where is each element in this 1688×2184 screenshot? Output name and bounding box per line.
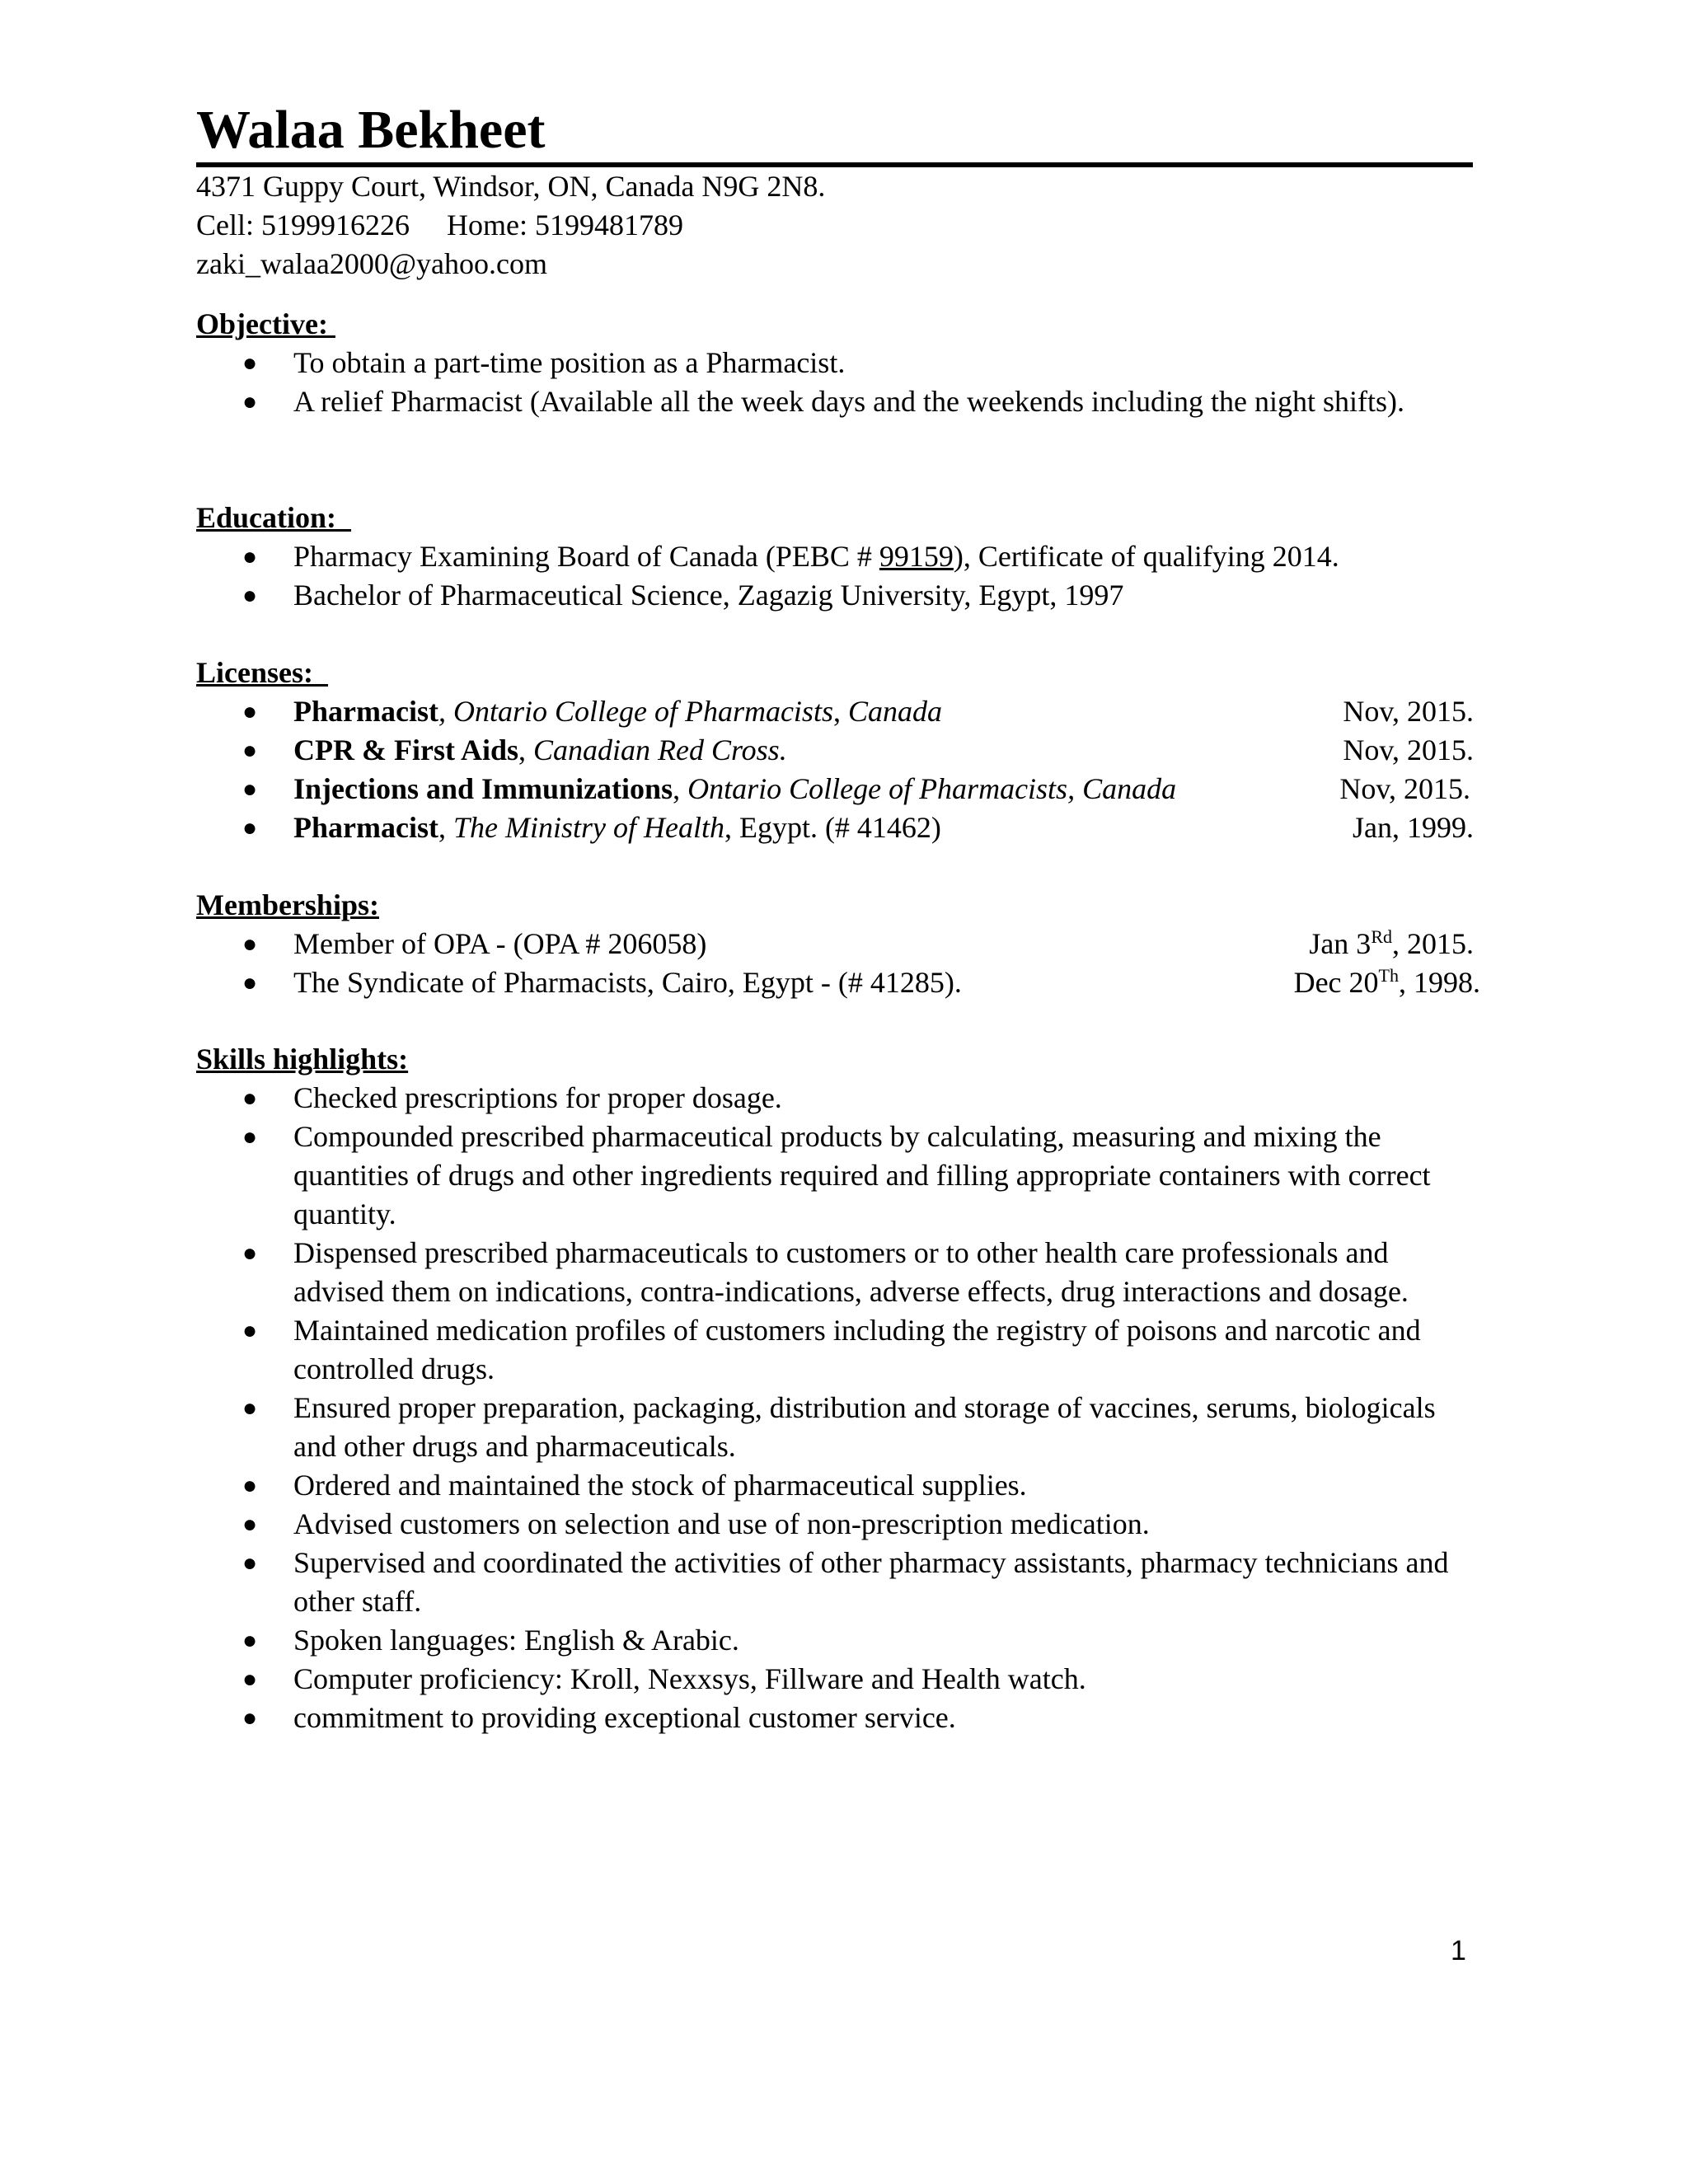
bullet-icon: ● — [242, 969, 258, 996]
licenses-heading: Licenses: — [196, 656, 328, 689]
list-item: ● Checked prescriptions for proper dosage. — [196, 1079, 1457, 1118]
memberships-list — [196, 925, 1482, 1002]
bullet-icon: ● — [242, 698, 258, 725]
list-item: ● Pharmacy Examining Board of Canada (PEBC # 99159), Certificate of qualifying 2014. — [196, 537, 1482, 576]
list-item: ● To obtain a part-time position as a Pharmacist. — [196, 344, 1482, 382]
address: 4371 Guppy Court, Windsor, ON, Canada N9G 2N8. — [196, 170, 826, 203]
phone-numbers: Cell: 5199916226 Home: 5199481789 — [196, 209, 683, 241]
bullet-icon: ● — [242, 1549, 258, 1577]
pebc-number: 99159 — [879, 540, 954, 573]
membership-date: Dec 20Th, 1998. — [1293, 965, 1480, 999]
license-date: Nov, 2015. — [1339, 772, 1470, 805]
license-date: Nov, 2015. — [1343, 695, 1474, 728]
licenses-section — [196, 654, 1482, 847]
skills-section — [196, 1040, 1457, 1737]
bullet-icon: ● — [242, 1627, 258, 1654]
bullet-icon: ● — [242, 1240, 258, 1267]
bullet-icon: ● — [242, 1472, 258, 1499]
bullet-icon: ● — [242, 349, 258, 377]
education-heading: Education: — [196, 501, 352, 534]
bullet-icon: ● — [242, 776, 258, 803]
membership-row: ● Member of OPA - (OPA # 206058) Jan 3Rd, 2015. — [196, 925, 1482, 963]
list-item: ● Maintained medication profiles of customers including the registry of poisons and narcotic and controlled drugs. — [196, 1311, 1457, 1389]
email: zaki_walaa2000@yahoo.com — [196, 247, 548, 280]
license-row: ● Injections and Immunizations, Ontario College of Pharmacists, Canada Nov, 2015. — [196, 770, 1482, 808]
bullet-icon: ● — [242, 388, 258, 415]
list-item: ● Dispensed prescribed pharmaceuticals to customers or to other health care professionals and advised them on indications, contra-indications, adverse effects, drug interactions and dosage. — [196, 1234, 1457, 1311]
bullet-icon: ● — [242, 1317, 258, 1344]
list-item: ● A relief Pharmacist (Available all the week days and the weekends including the night shifts). — [196, 382, 1522, 421]
bullet-icon: ● — [242, 1085, 258, 1112]
page-number: 1 — [1451, 1935, 1466, 1966]
education-list — [196, 537, 1482, 615]
bullet-icon: ● — [242, 737, 258, 764]
list-item: ● commitment to providing exceptional customer service. — [196, 1699, 1457, 1737]
contact-block — [196, 167, 825, 284]
bullet-icon: ● — [242, 1511, 258, 1538]
membership-date: Jan 3Rd, 2015. — [1309, 926, 1474, 960]
license-row: ● Pharmacist, The Ministry of Health, Egypt. (# 41462) Jan, 1999. — [196, 808, 1482, 847]
license-row: ● Pharmacist, Ontario College of Pharmacists, Canada Nov, 2015. — [196, 692, 1482, 731]
objective-section — [196, 305, 1482, 421]
list-item: ● Ensured proper preparation, packaging, distribution and storage of vaccines, serums, biologicals and other drugs and pharmaceuticals. — [196, 1389, 1457, 1466]
list-item: ● Ordered and maintained the stock of pharmaceutical supplies. — [196, 1466, 1457, 1505]
skills-list — [196, 1079, 1457, 1737]
license-date: Jan, 1999. — [1353, 811, 1474, 844]
licenses-list — [196, 692, 1482, 847]
bullet-icon: ● — [242, 1704, 258, 1732]
bullet-icon: ● — [242, 1394, 258, 1422]
list-item: ● Supervised and coordinated the activities of other pharmacy assistants, pharmacy technicians and other staff. — [196, 1544, 1457, 1621]
bullet-icon: ● — [242, 1123, 258, 1151]
list-item: ● Compounded prescribed pharmaceutical products by calculating, measuring and mixing the quantities of drugs and other ingredients required and filling appropriate containers with correct quantity. — [196, 1118, 1457, 1234]
education-section — [196, 499, 1482, 615]
bullet-icon: ● — [242, 543, 258, 570]
license-date: Nov, 2015. — [1343, 733, 1474, 766]
membership-row: ● The Syndicate of Pharmacists, Cairo, Egypt - (# 41285). Dec 20Th, 1998. — [196, 963, 1482, 1002]
list-item: ● Advised customers on selection and use of non-prescription medication. — [196, 1505, 1457, 1544]
objective-heading: Objective: — [196, 307, 335, 340]
bullet-icon: ● — [242, 930, 258, 958]
license-row: ● CPR & First Aids, Canadian Red Cross. Nov, 2015. — [196, 731, 1482, 770]
objective-list — [196, 344, 1482, 421]
skills-heading: Skills highlights: — [196, 1043, 409, 1076]
bullet-icon: ● — [242, 814, 258, 841]
list-item: ● Bachelor of Pharmaceutical Science, Zagazig University, Egypt, 1997 — [196, 576, 1482, 615]
list-item: ● Spoken languages: English & Arabic. — [196, 1621, 1457, 1660]
bullet-icon: ● — [242, 582, 258, 609]
bullet-icon: ● — [242, 1666, 258, 1693]
list-item: ● Computer proficiency: Kroll, Nexxsys, Fillware and Health watch. — [196, 1660, 1457, 1699]
memberships-heading: Memberships: — [196, 888, 379, 921]
candidate-name: Walaa Bekheet — [196, 100, 546, 160]
memberships-section — [196, 886, 1482, 1002]
